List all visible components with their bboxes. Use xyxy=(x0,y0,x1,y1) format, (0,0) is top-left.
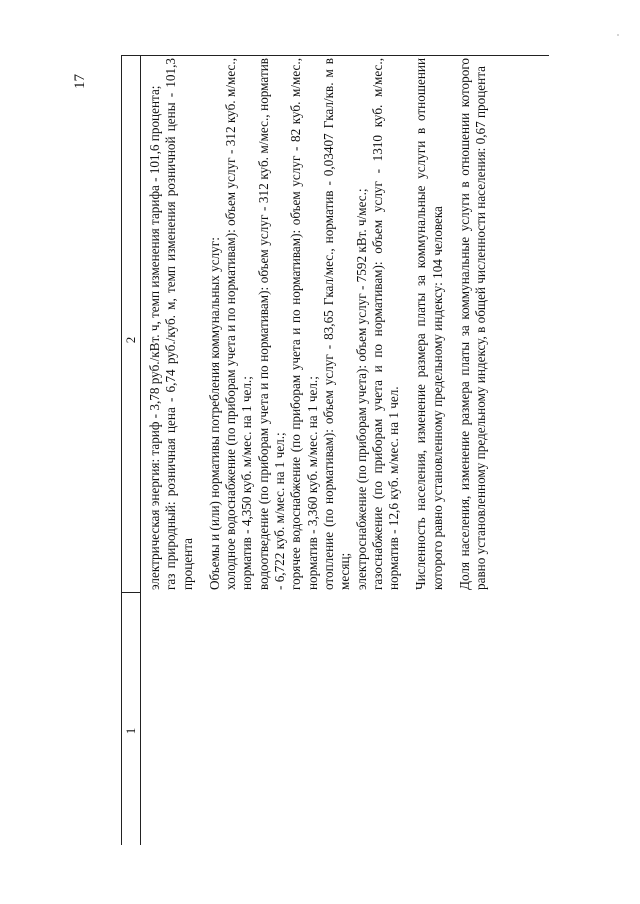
scan-speck xyxy=(617,34,619,36)
volumes-intro: Объемы и (или) нормативы потребления коммунальных услуг: xyxy=(206,237,222,590)
column-2-header: 2 xyxy=(123,336,138,344)
page-number: 17 xyxy=(72,74,88,89)
population-share: Доля населения, изменение размера платы за коммунальные услуги в отношении которого равно установленному предельному индексу, в общей численности населения: 0,67 процента xyxy=(457,58,489,590)
table-header-divider xyxy=(140,55,141,845)
column-divider xyxy=(121,592,141,593)
hot-water-supply: горячее водоснабжение (по приборам учета и по нормативам): объем услуг - 82 куб. м/мес., норматив - 3,360 куб. м/мес. на 1 чел.; xyxy=(288,58,320,590)
population-count: Численность населения, изменение размера платы за коммунальные услуги в отношении которого равно установленному предельному индексу: 104 человека xyxy=(413,58,445,590)
table-border-left xyxy=(121,55,122,845)
heating: отопление (по нормативам): объем услуг - 83,65 Гкал/мес., норматив - 0,03407 Гкал/кв. м в месяц; xyxy=(320,58,353,590)
electricity-tariff: электрическая энергия: тариф - 3,78 руб./кВт. ч, темп изменения тарифа - 101,6 процента; xyxy=(147,85,162,590)
column-2-content xyxy=(147,58,547,590)
gas-supply: газоснабжение (по приборам учета и по нормативам): объем услуг - 1310 куб. м/мес., норматив - 12,6 куб. м/мес. на 1 чел. xyxy=(369,58,402,590)
table-border-top xyxy=(121,55,549,56)
gas-price: газ природный: розничная цена - 6,74 руб./куб. м, темп изменения розничной цены - 101,3 процента xyxy=(163,58,195,590)
column-1-header: 1 xyxy=(123,727,138,735)
power-supply: электроснабжение (по приборам учета): объем услуг - 7592 кВт. ч/мес.; xyxy=(353,188,369,590)
water-drainage: водоотведение (по приборам учета и по нормативам): объем услуг - 312 куб. м/мес., норматив - 6,722 куб. м/мес. на 1 чел.; xyxy=(255,58,288,590)
cold-water-supply: холодное водоснабжение (по приборам учета и по нормативам): объем услуг - 312 куб. м/мес., норматив - 4,350 куб. м/мес. на 1 чел.; xyxy=(223,58,255,590)
